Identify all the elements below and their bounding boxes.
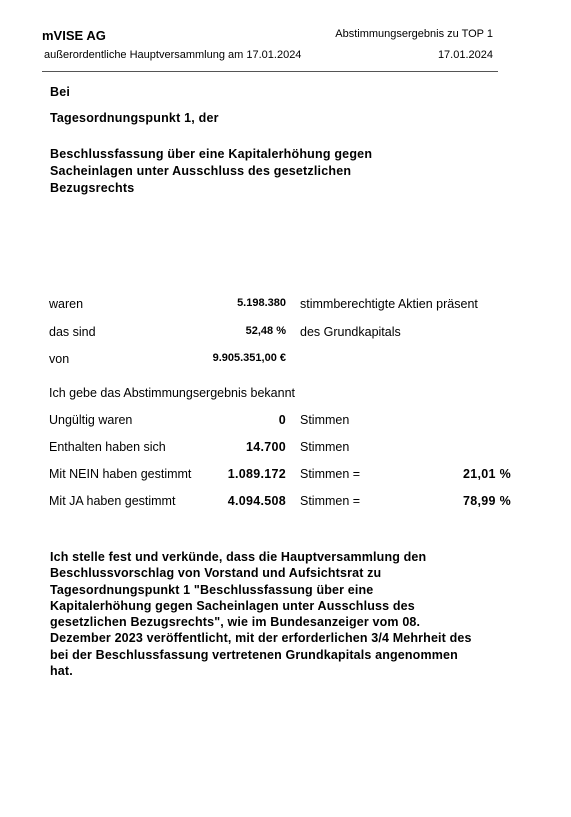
presence-label-das-sind: das sind	[49, 325, 96, 339]
final-statement-line: Beschlussvorschlag von Vorstand und Aufsichtsrat zu	[50, 566, 382, 581]
vote-value-invalid: 0	[278, 413, 286, 427]
agenda-topic-line: Sacheinlagen unter Ausschluss des gesetzlichen	[50, 164, 352, 178]
final-statement-line: Dezember 2023 veröffentlicht, mit der erforderlichen 3/4 Mehrheit des	[50, 631, 472, 646]
final-statement-line: Tagesordnungspunkt 1 "Beschlussfassung über eine	[50, 582, 374, 597]
presence-value-percent: 52,48 %	[245, 325, 286, 337]
final-statement-line: Kapitalerhöhung gegen Sacheinlagen unter Ausschluss des	[50, 598, 415, 613]
vote-label-yes: Mit JA haben gestimmt	[49, 494, 176, 508]
agenda-topic-line: Bezugsrechts	[50, 181, 135, 195]
vote-label-invalid: Ungültig waren	[49, 413, 133, 427]
vote-value-no: 1.089.172	[227, 467, 286, 481]
document-title: Abstimmungsergebnis zu TOP 1	[335, 28, 493, 40]
vote-percent-yes: 78,99 %	[463, 494, 511, 508]
document-date: 17.01.2024	[437, 49, 493, 61]
vote-unit-no: Stimmen =	[300, 467, 361, 481]
vote-percent-no: 21,01 %	[463, 467, 511, 481]
company-name: mVISE AG	[42, 28, 106, 43]
presence-suffix-capital: des Grundkapitals	[300, 325, 401, 339]
header-divider	[42, 71, 498, 72]
intro-bei: Bei	[50, 85, 71, 99]
vote-unit-invalid: Stimmen	[300, 413, 350, 427]
final-statement-line: bei der Beschlussfassung vertretenen Grundkapitals angenommen	[50, 647, 458, 662]
final-statement-line: hat.	[50, 664, 73, 679]
vote-value-yes: 4.094.508	[227, 494, 286, 508]
vote-unit-abstain: Stimmen	[300, 440, 350, 454]
vote-value-abstain: 14.700	[245, 440, 286, 454]
vote-label-abstain: Enthalten haben sich	[49, 440, 166, 454]
final-statement-line: gesetzlichen Bezugsrechts", wie im Bundesanzeiger vom 08.	[50, 615, 421, 630]
agenda-item: Tagesordnungspunkt 1, der	[50, 111, 219, 125]
presence-label-waren: waren	[49, 297, 84, 311]
vote-label-no: Mit NEIN haben gestimmt	[49, 467, 192, 481]
final-statement-line: Ich stelle fest und verkünde, dass die Hauptversammlung den	[50, 550, 427, 564]
vote-unit-yes: Stimmen =	[300, 494, 361, 508]
presence-label-von: von	[49, 352, 70, 366]
final-statement	[50, 549, 510, 679]
presence-value-capital: 9.905.351,00 €	[212, 352, 286, 364]
announcement-text: Ich gebe das Abstimmungsergebnis bekannt	[49, 386, 295, 400]
meeting-subtitle: außerordentliche Hauptversammlung am 17.01.2024	[44, 49, 302, 61]
presence-value-shares: 5.198.380	[237, 297, 286, 309]
agenda-topic-line: Beschlussfassung über eine Kapitalerhöhung gegen	[50, 147, 373, 161]
presence-suffix-shares: stimmberechtigte Aktien präsent	[300, 297, 478, 311]
agenda-topic	[50, 146, 430, 197]
